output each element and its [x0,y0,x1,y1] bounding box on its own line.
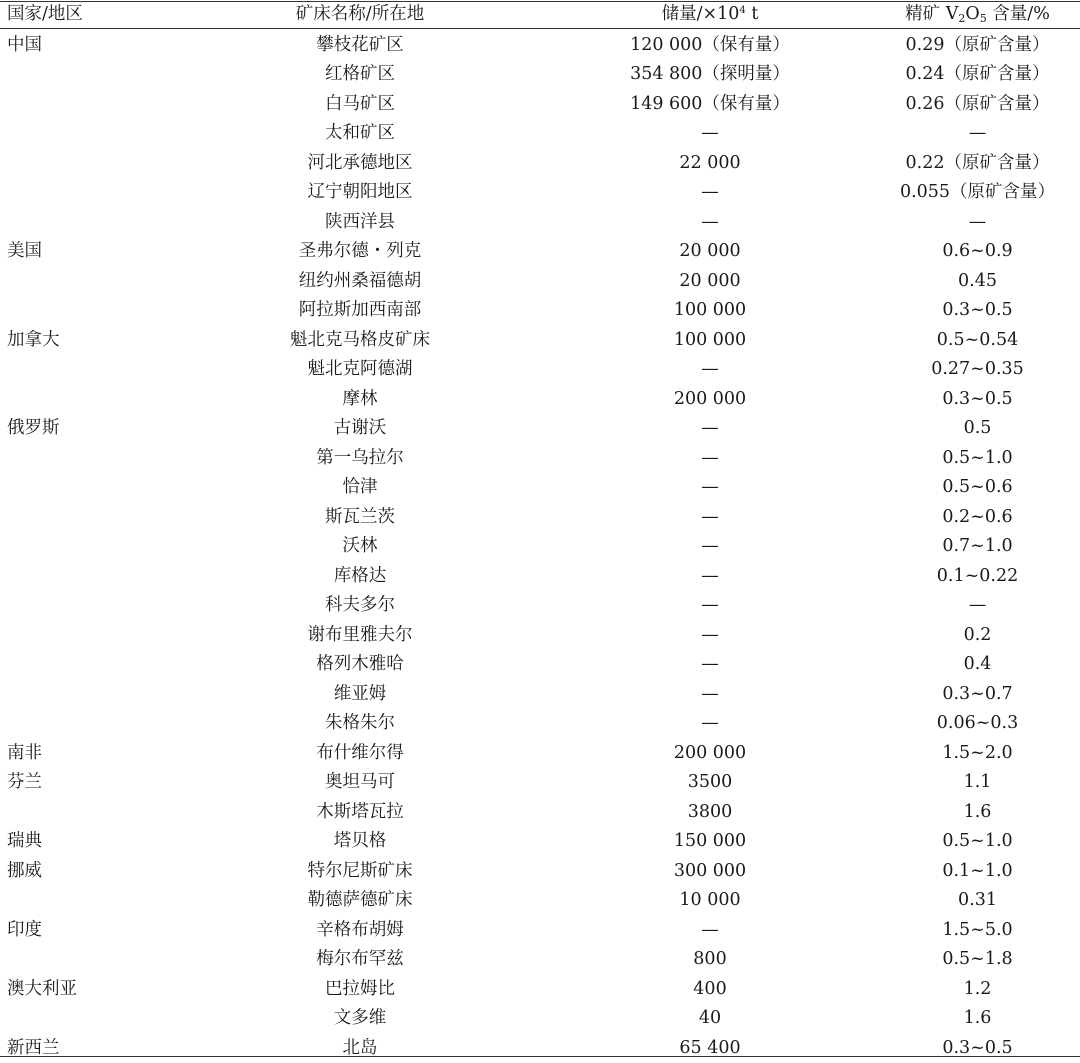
grade-cell: 1.6 [880,798,1075,828]
country-cell: 芬兰 [7,768,147,798]
table-row [0,591,1080,621]
country-cell [7,90,147,120]
deposit-cell: 攀枝花矿区 [250,31,470,61]
reserve-cell: 400 [590,975,830,1005]
reserve-cell: 300 000 [590,857,830,887]
table-row [0,149,1080,179]
reserve-cell: 200 000 [590,385,830,415]
reserve-cell: 100 000 [590,326,830,356]
grade-cell: 0.3~0.5 [880,1034,1075,1063]
header-grade: 精矿 $V_2O_5$ 含量/% [880,0,1075,30]
deposit-cell: 河北承德地区 [250,149,470,179]
deposit-cell: 科夫多尔 [250,591,470,621]
country-cell: 新西兰 [7,1034,147,1063]
reserve-cell: — [590,208,830,238]
grade-cell: — [880,208,1075,238]
reserve-cell: 120 000（保有量） [590,31,830,61]
grade-cell: 0.2~0.6 [880,503,1075,533]
country-cell: 澳大利亚 [7,975,147,1005]
grade-cell: 0.3~0.5 [880,296,1075,326]
deposit-cell: 圣弗尔德・列克 [250,237,470,267]
reserve-cell: — [590,178,830,208]
deposit-cell: 纽约州桑福德胡 [250,267,470,297]
grade-cell: 0.06~0.3 [880,709,1075,739]
country-cell: 俄罗斯 [7,414,147,444]
grade-cell: 0.22（原矿含量） [880,149,1075,179]
deposit-cell: 魁北克阿德湖 [250,355,470,385]
table-row [0,680,1080,710]
table-row [0,916,1080,946]
deposit-cell: 格列木雅哈 [250,650,470,680]
reserve-cell: — [590,650,830,680]
deposit-cell: 勒德萨德矿床 [250,886,470,916]
reserve-cell: 150 000 [590,827,830,857]
deposit-cell: 巴拉姆比 [250,975,470,1005]
grade-cell: 0.31 [880,886,1075,916]
reserve-cell: — [590,709,830,739]
deposit-cell: 摩林 [250,385,470,415]
header-reserve: 储量$/\times 10^4$ t [590,0,830,30]
country-cell [7,945,147,975]
grade-cell: 0.5 [880,414,1075,444]
grade-cell: 0.1~1.0 [880,857,1075,887]
reserve-cell: 20 000 [590,267,830,297]
grade-cell: — [880,119,1075,149]
table-row [0,267,1080,297]
table-row [0,414,1080,444]
table-row [0,208,1080,238]
table-row [0,60,1080,90]
country-cell [7,296,147,326]
reserve-cell: — [590,414,830,444]
reserve-cell: 40 [590,1004,830,1034]
reserve-cell: 20 000 [590,237,830,267]
table-row [0,945,1080,975]
country-cell: 南非 [7,739,147,769]
grade-cell: 0.29（原矿含量） [880,31,1075,61]
deposit-cell: 白马矿区 [250,90,470,120]
country-cell: 中国 [7,31,147,61]
table-row [0,621,1080,651]
country-cell [7,473,147,503]
table-row [0,178,1080,208]
country-cell [7,385,147,415]
deposit-cell: 库格达 [250,562,470,592]
country-cell: 挪威 [7,857,147,887]
reserve-cell: 10 000 [590,886,830,916]
reserve-cell: 800 [590,945,830,975]
deposit-cell: 梅尔布罕兹 [250,945,470,975]
country-cell: 印度 [7,916,147,946]
country-cell [7,444,147,474]
grade-cell: 1.1 [880,768,1075,798]
table-row [0,975,1080,1005]
deposit-cell: 第一乌拉尔 [250,444,470,474]
table-row [0,473,1080,503]
table-row [0,739,1080,769]
reserve-cell: 3800 [590,798,830,828]
table-row [0,296,1080,326]
table-row [0,31,1080,61]
country-cell [7,532,147,562]
deposit-cell: 木斯塔瓦拉 [250,798,470,828]
deposit-cell: 奥坦马可 [250,768,470,798]
table-row [0,90,1080,120]
country-cell [7,178,147,208]
country-cell [7,208,147,238]
reserve-cell: — [590,621,830,651]
grade-cell: 0.27~0.35 [880,355,1075,385]
reserve-cell: — [590,473,830,503]
deposit-cell: 陕西洋县 [250,208,470,238]
deposit-cell: 太和矿区 [250,119,470,149]
deposit-cell: 古谢沃 [250,414,470,444]
deposit-cell: 塔贝格 [250,827,470,857]
deposit-cell: 北岛 [250,1034,470,1063]
deposit-cell: 魁北克马格皮矿床 [250,326,470,356]
grade-cell: 0.24（原矿含量） [880,60,1075,90]
table-row [0,562,1080,592]
reserve-cell: — [590,591,830,621]
table-row [0,326,1080,356]
reserve-cell: — [590,562,830,592]
table-bottom-rule [0,1056,1080,1057]
country-cell [7,149,147,179]
table-row [0,1034,1080,1063]
table-row [0,237,1080,267]
grade-cell: 0.1~0.22 [880,562,1075,592]
reserve-cell: — [590,680,830,710]
country-cell: 瑞典 [7,827,147,857]
table-row [0,385,1080,415]
grade-cell: 0.5~0.54 [880,326,1075,356]
country-cell [7,621,147,651]
header-country: 国家/地区 [7,0,147,30]
reserve-cell: 200 000 [590,739,830,769]
country-cell: 加拿大 [7,326,147,356]
country-cell [7,562,147,592]
deposit-cell: 红格矿区 [250,60,470,90]
deposit-cell: 恰津 [250,473,470,503]
reserve-cell: — [590,119,830,149]
country-cell [7,680,147,710]
country-cell [7,503,147,533]
header-deposit: 矿床名称/所在地 [250,0,470,30]
reserve-cell: — [590,503,830,533]
reserve-cell: — [590,444,830,474]
grade-cell: 0.3~0.5 [880,385,1075,415]
grade-cell: 1.5~2.0 [880,739,1075,769]
deposit-cell: 朱格朱尔 [250,709,470,739]
country-cell [7,267,147,297]
country-cell [7,60,147,90]
deposit-cell: 阿拉斯加西南部 [250,296,470,326]
grade-cell: 0.5~1.0 [880,444,1075,474]
grade-cell: 1.2 [880,975,1075,1005]
country-cell [7,1004,147,1034]
deposit-cell: 特尔尼斯矿床 [250,857,470,887]
deposit-cell: 谢布里雅夫尔 [250,621,470,651]
grade-cell: 1.6 [880,1004,1075,1034]
table-row [0,857,1080,887]
grade-cell: — [880,591,1075,621]
table-row [0,827,1080,857]
reserve-cell: 354 800（探明量） [590,60,830,90]
table-row [0,1004,1080,1034]
table-row [0,709,1080,739]
deposit-cell: 布什维尔得 [250,739,470,769]
table-row [0,798,1080,828]
table-row [0,355,1080,385]
country-cell [7,886,147,916]
deposit-cell: 辛格布胡姆 [250,916,470,946]
country-cell [7,119,147,149]
grade-cell: 0.5~0.6 [880,473,1075,503]
country-cell: 美国 [7,237,147,267]
reserve-cell: — [590,916,830,946]
grade-cell: 0.5~1.8 [880,945,1075,975]
deposit-cell: 维亚姆 [250,680,470,710]
deposit-cell: 斯瓦兰茨 [250,503,470,533]
grade-cell: 1.5~5.0 [880,916,1075,946]
country-cell [7,650,147,680]
table-row [0,444,1080,474]
grade-cell: 0.2 [880,621,1075,651]
country-cell [7,591,147,621]
table-row [0,768,1080,798]
table-row [0,650,1080,680]
table-row [0,886,1080,916]
reserve-cell: 3500 [590,768,830,798]
country-cell [7,709,147,739]
grade-cell: 0.7~1.0 [880,532,1075,562]
reserve-cell: — [590,355,830,385]
grade-cell: 0.3~0.7 [880,680,1075,710]
reserve-cell: 65 400 [590,1034,830,1063]
table-header-rule [0,28,1080,29]
reserve-cell: 22 000 [590,149,830,179]
reserve-cell: 149 600（保有量） [590,90,830,120]
table-row [0,503,1080,533]
grade-cell: 0.26（原矿含量） [880,90,1075,120]
deposit-cell: 沃林 [250,532,470,562]
grade-cell: 0.5~1.0 [880,827,1075,857]
deposit-cell: 辽宁朝阳地区 [250,178,470,208]
grade-cell: 0.055（原矿含量） [880,178,1075,208]
table-row [0,532,1080,562]
reserve-cell: 100 000 [590,296,830,326]
grade-cell: 0.6~0.9 [880,237,1075,267]
table-header-row [0,0,1080,30]
country-cell [7,355,147,385]
grade-cell: 0.4 [880,650,1075,680]
reserve-cell: — [590,532,830,562]
grade-cell: 0.45 [880,267,1075,297]
table-row [0,119,1080,149]
deposit-cell: 文多维 [250,1004,470,1034]
country-cell [7,798,147,828]
